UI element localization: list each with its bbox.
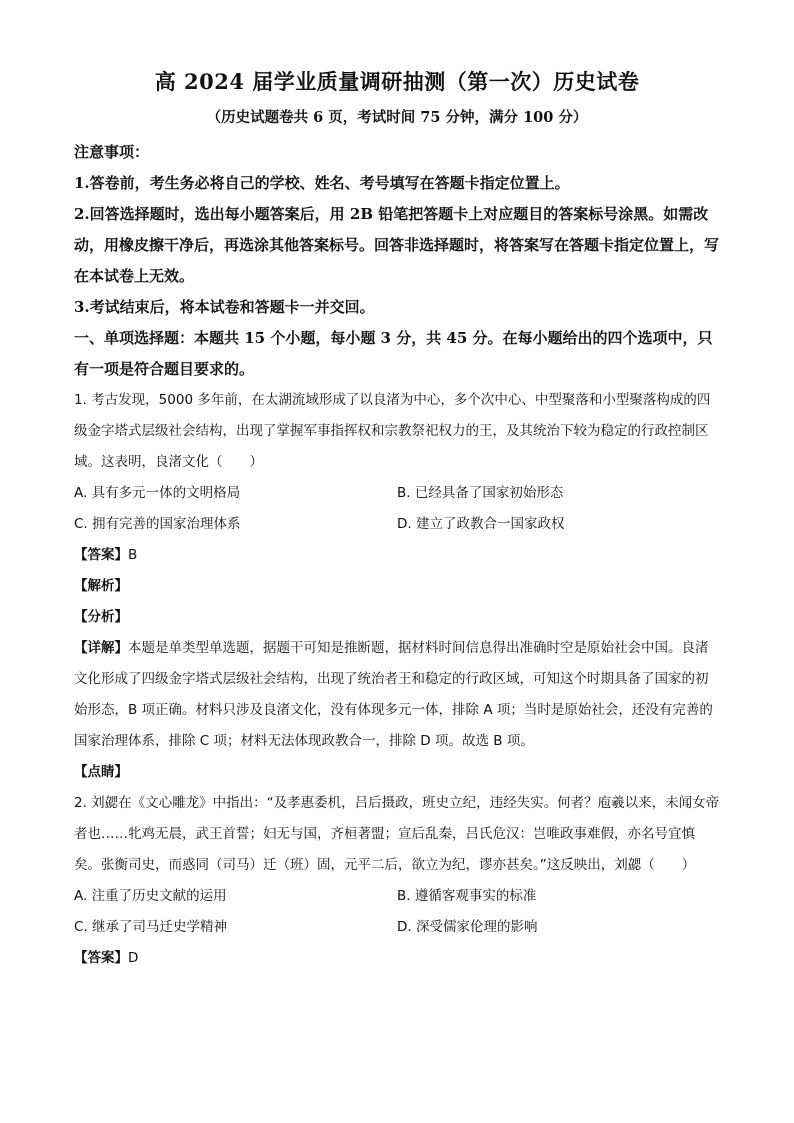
question-1-dianjing bbox=[74, 757, 720, 788]
answer-value: B bbox=[128, 547, 138, 563]
question-1-answer bbox=[74, 540, 720, 571]
exam-content bbox=[74, 137, 720, 974]
question-1-detail bbox=[74, 633, 720, 757]
question-1-analysis bbox=[74, 571, 720, 602]
question-2-option-a: A. 注重了历史文献的运用 bbox=[74, 888, 227, 904]
question-2-stem: 2. 刘勰在《文心雕龙》中指出：“及孝惠委机，吕后摄政，班史立纪，违经失实。何者？庖羲以来，未闻女帝者也……牝鸡无晨，武王首誓；妇无与国，齐桓著盟；宣后乱秦，吕氏危汉：岂唯政事难假，亦名号宜慎矣。张衡司史，而惑同（司马）迁（班）固，元平二后，欲立为纪，谬亦甚矣。”这反映出，刘勰（ ） bbox=[74, 795, 720, 873]
note-item-1: 1.答卷前，考生务必将自己的学校、姓名、考号填写在答题卡指定位置上。 bbox=[74, 174, 570, 192]
question-2-option-b: B. 遵循客观事实的标准 bbox=[397, 888, 537, 904]
question-1 bbox=[74, 385, 720, 788]
question-1-stem: 1. 考古发现，5000 多年前，在太湖流域形成了以良渚为中心，多个次中心、中型聚落和小型聚落构成的四级金字塔式层级社会结构，出现了掌握军事指挥权和宗教祭祀权力的王，及其统治下较为稳定的行政控制区域。这表明，良渚文化（ ） bbox=[74, 392, 711, 470]
answer-label: 【答案】 bbox=[74, 547, 128, 563]
fenxi-label: 【分析】 bbox=[74, 609, 128, 625]
page-title: 高 2024 届学业质量调研抽测（第一次）历史试卷 bbox=[154, 69, 640, 94]
section-heading: 一、单项选择题：本题共 15 个小题，每小题 3 分，共 45 分。在每小题给出的四个选项中，只有一项是符合题目要求的。 bbox=[74, 329, 713, 378]
page-subtitle: （历史试题卷共 6 页，考试时间 75 分钟，满分 100 分） bbox=[206, 109, 588, 126]
notes-heading: 注意事项： bbox=[74, 143, 150, 161]
note-item-3: 3.考试结束后，将本试卷和答题卡一并交回。 bbox=[74, 298, 375, 316]
question-1-option-b: B. 已经具备了国家初始形态 bbox=[397, 485, 564, 501]
dianjing-label: 【点睛】 bbox=[74, 764, 128, 780]
question-1-option-a: A. 具有多元一体的文明格局 bbox=[74, 485, 241, 501]
question-2-option-d: D. 深受儒家伦理的影响 bbox=[397, 919, 538, 935]
question-2 bbox=[74, 788, 720, 974]
question-1-option-c: C. 拥有完善的国家治理体系 bbox=[74, 516, 241, 532]
answer-value: D bbox=[128, 950, 139, 966]
answer-label: 【答案】 bbox=[74, 950, 128, 966]
question-1-option-d: D. 建立了政教合一国家政权 bbox=[397, 516, 565, 532]
question-1-options bbox=[74, 478, 720, 540]
detail-label: 【详解】 bbox=[74, 640, 128, 656]
question-2-answer bbox=[74, 943, 720, 974]
note-item-2: 2.回答选择题时，选出每小题答案后，用 2B 铅笔把答题卡上对应题目的答案标号涂黑。如需改动，用橡皮擦干净后，再选涂其他答案标号。回答非选择题时，将答案写在答题卡指定位置上，写在本试卷上无效。 bbox=[74, 205, 720, 285]
detail-text: 本题是单类型单选题，据题干可知是推断题，据材料时间信息得出准确时空是原始社会中国。良渚文化形成了四级金字塔式层级社会结构，出现了统治者王和稳定的行政区域，可知这个时期具备了国家的初始形态，B 项正确。材料只涉及良渚文化，没有体现多元一体，排除 A 项；当时是原始社会，还没有完善的国家治理体系，排除 C 项；材料无法体现政教合一，排除 D 项。故选 B 项。 bbox=[74, 640, 713, 749]
question-1-fenxi bbox=[74, 602, 720, 633]
question-2-option-c: C. 继承了司马迁史学精神 bbox=[74, 919, 228, 935]
analysis-label: 【解析】 bbox=[74, 578, 128, 594]
question-2-options bbox=[74, 881, 720, 943]
